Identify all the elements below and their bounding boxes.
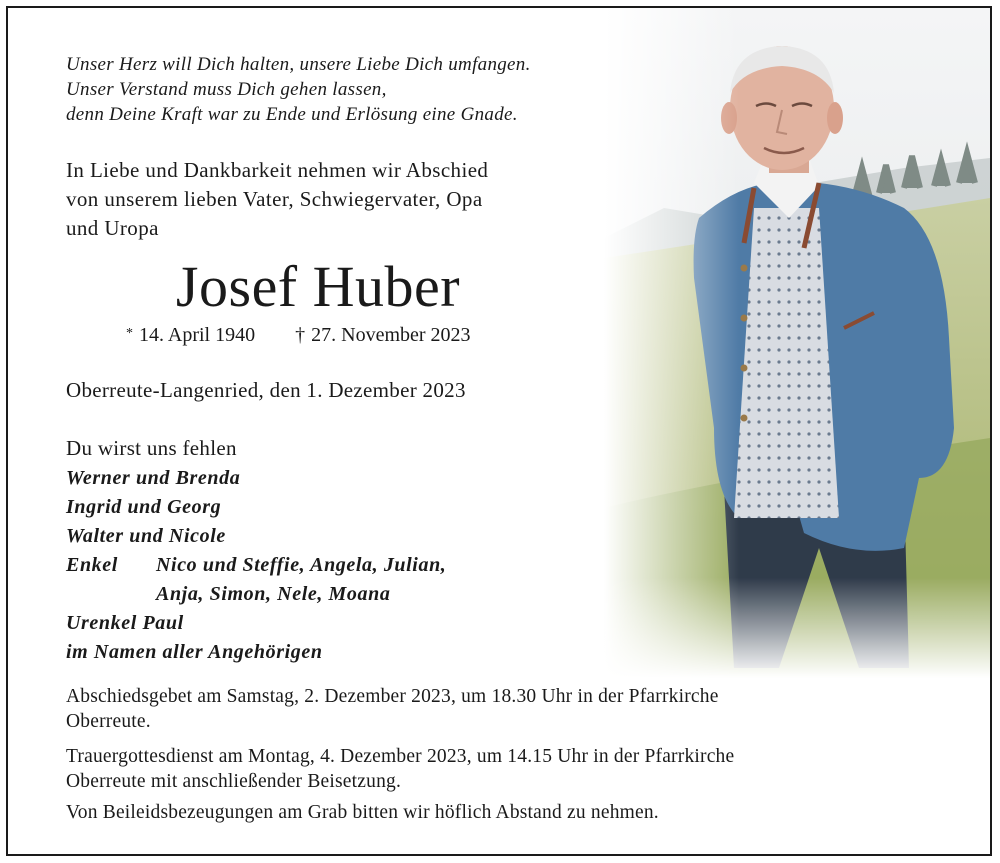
grandchildren-line [66,580,446,609]
grandchildren-label: Enkel [66,554,118,576]
intro-line: von unserem lieben Vater, Schwiegervater, Opa [66,187,483,211]
deceased-name: Josef Huber [175,254,461,319]
death-date: 27. November 2023 [311,324,471,346]
place-and-date: Oberreute-Langenried, den 1. Dezember 2023 [66,378,466,402]
poem-line: Unser Verstand muss Dich gehen lassen, [66,79,387,100]
mourner-line: Urenkel Paul [66,612,184,634]
notice-line: Von Beileidsbezeugungen am Grab bitten wir höflich Abstand zu nehmen. [66,802,659,823]
notice-line: Oberreute mit anschließender Beisetzung. [66,771,402,792]
farewell-intro [66,156,586,243]
grandchildren-names: Nico und Steffie, Angela, Julian, [156,554,447,576]
mourner-line: Walter und Nicole [66,525,226,547]
birth-star-icon: * [126,326,133,341]
mourner-line: Werner und Brenda [66,467,241,489]
miss-you-line: Du wirst uns fehlen [66,436,237,460]
portrait-photo [604,8,990,678]
death-cross-icon: † [295,324,306,346]
birth-date: 14. April 1940 [139,324,256,346]
notice-line: Oberreute. [66,711,151,732]
mourners-list [66,464,446,667]
notice-line: Trauergottesdienst am Montag, 4. Dezember 2023, um 14.15 Uhr in der Pfarrkirche [66,746,735,767]
obituary-notice [6,6,992,856]
prayer-notice [66,684,926,734]
grandchildren-names: Anja, Simon, Nele, Moana [156,583,391,605]
intro-line: In Liebe und Dankbarkeit nehmen wir Abschied [66,158,489,182]
service-notice [66,744,926,794]
life-dates [126,320,471,349]
mourner-line: Ingrid und Georg [66,496,222,518]
notice-line: Abschiedsgebet am Samstag, 2. Dezember 2023, um 18.30 Uhr in der Pfarrkirche [66,686,719,707]
poem-line: Unser Herz will Dich halten, unsere Liebe Dich umfangen. [66,54,531,75]
memorial-poem [66,52,606,127]
intro-line: und Uropa [66,216,159,240]
mourner-line: im Namen aller Angehörigen [66,641,323,663]
poem-line: denn Deine Kraft war zu Ende und Erlösung eine Gnade. [66,104,518,125]
grandchildren-line [66,551,446,580]
condolence-request [66,800,926,825]
